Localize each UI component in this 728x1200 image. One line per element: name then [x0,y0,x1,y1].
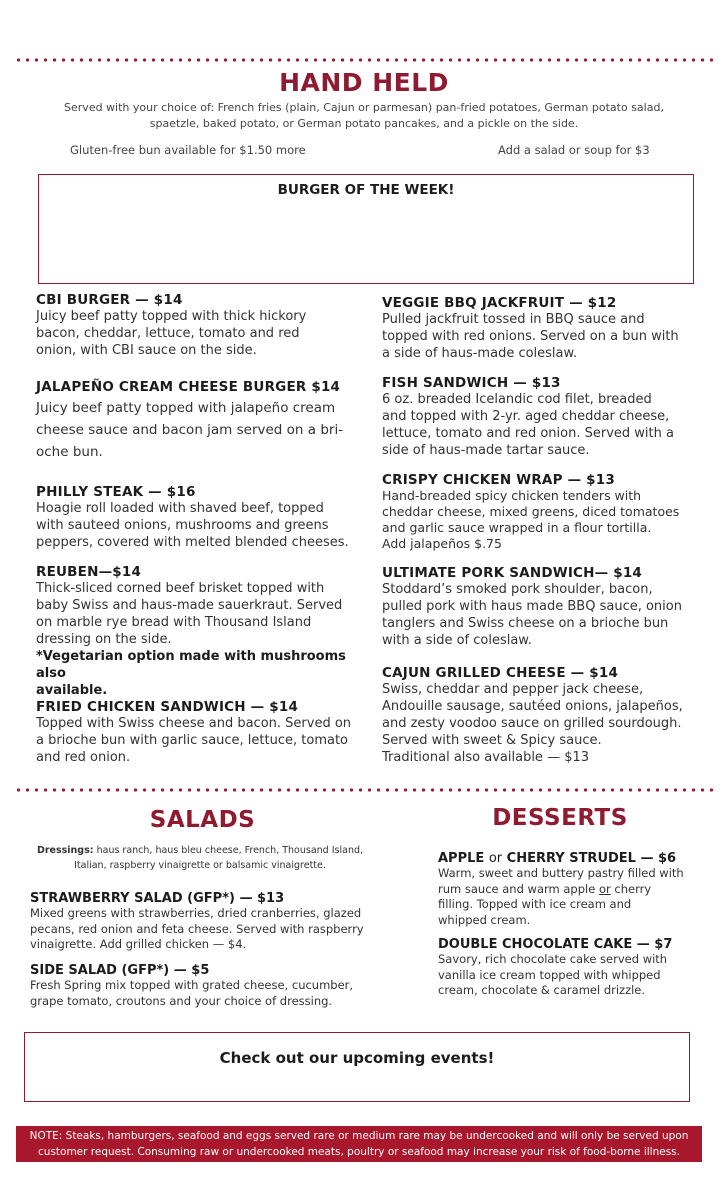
desc-line: pulled pork with haus made BBQ sauce, onion [382,599,682,614]
item-title: DOUBLE CHOCOLATE CAKE — $7 [438,937,673,952]
desc-line: Fresh Spring mix topped with grated cheese, cucumber, [30,978,354,992]
desc-line: Add jalapeños $.75 [382,536,502,551]
desc-line: Andouille sausage, sautéed onions, jalapeños, [382,699,683,714]
dressings-list [10,843,390,873]
item-title: CAJUN GRILLED CHEESE — $14 [382,665,619,681]
desc-line: Pulled jackfruit tossed in BBQ sauce and [382,312,645,327]
desc-line: topped with red onions. Served on a bun with [382,329,679,344]
sides-description [10,100,718,132]
desc-line: a brioche bun with garlic sauce, lettuce, tomato [36,733,348,748]
desc-line: Served with sweet & Spicy sauce. [382,733,602,748]
upcoming-events-box [24,1032,690,1102]
desc-line: vinaigrette. Add grilled chicken — $4. [30,937,247,951]
item-title: SIDE SALAD (GFP*) — $5 [30,963,210,978]
desc-line: grape tomato, croutons and your choice of dressing. [30,993,333,1008]
item-title: STRAWBERRY SALAD (GFP*) — $13 [30,891,285,906]
menu-item-crispy-chicken-wrap [382,472,718,552]
desc-line: and red onion. [36,750,131,765]
desc-line: on marble rye bread with Thousand Island [36,615,312,630]
middle-dotted-divider [14,788,714,792]
item-title: REUBEN—$14 [36,564,142,580]
item-title: CBI BURGER — $14 [36,292,183,308]
food-safety-note [16,1126,702,1162]
item-title: FRIED CHICKEN SANDWICH — $14 [36,699,299,715]
item-title: CRISPY CHICKEN WRAP — $13 [382,472,615,488]
desc-line: Thick-sliced corned beef brisket topped with [36,581,325,596]
desc-line: whipped cream. [438,912,531,927]
item-description [36,397,376,463]
item-title [438,851,718,866]
menu-item-jalapeno-burger [36,379,376,463]
desc-line: 6 oz. breaded Icelandic cod filet, breaded [382,392,652,407]
desc-line: oche bun. [36,444,103,460]
title-or: or [488,851,503,866]
menu-item-ultimate-pork-sandwich [382,565,718,649]
desc-line: vanilla ice cream topped with whipped [438,967,661,982]
desc-line: lettuce, tomato and red onion. Served with a [382,426,674,441]
desc-line: dressing on the side. [36,632,172,647]
desserts-title: DESSERTS [492,805,628,831]
desc-line: cream, chocolate & caramel drizzle. [438,983,646,997]
desc-line: Juicy beef patty topped with thick hickory [36,309,307,324]
desc-line: and zesty voodoo sauce on grilled sourdough. [382,716,682,731]
note-line-2: customer request. Consuming raw or undercooked meats, poultry or seafood may increase your risk of food-borne illness. [38,1146,680,1158]
vegetarian-note [36,648,376,699]
salad-item-side [30,963,400,1009]
desc-part: cherry [610,881,652,896]
item-description [382,311,718,362]
desc-line: with a side of coleslaw. [382,633,532,648]
desc-line: Savory, rich chocolate cake served with [438,952,668,966]
note-line: *Vegetarian option made with mushrooms also [36,649,346,681]
desc-line: side of haus-made tartar sauce. [382,443,590,458]
dessert-item-strudel [438,851,718,928]
desc-line: Hand-breaded spicy chicken tenders with [382,488,642,503]
desc-line: tanglers and Swiss cheese on a brioche bun [382,616,669,631]
desc-line: baby Swiss and haus-made sauerkraut. Served [36,598,343,613]
hand-held-title: HAND HELD [279,68,449,97]
note-line-1: NOTE: Steaks, hamburgers, seafood and eggs served rare or medium rare may be undercooked and will only be served upon [29,1130,689,1142]
salads-title: SALADS [149,807,256,833]
top-dotted-divider [14,58,714,62]
desc-line: with sauteed onions, mushrooms and greens [36,518,329,533]
menu-item-cbi-burger [36,292,376,359]
desc-line: Hoagie roll loaded with shaved beef, topped [36,501,324,516]
desc-part: rum sauce and warm apple [438,881,599,896]
desc-line: bacon, cheddar, lettuce, tomato and red [36,326,300,341]
upcoming-events-text: Check out our upcoming events! [219,1049,495,1067]
menu-item-fish-sandwich [382,375,718,459]
sides-line-1: Served with your choice of: French fries (plain, Cajun or parmesan) pan-fried potatoes, German potato salad, [64,101,664,114]
desc-line: Juicy beef patty topped with jalapeño cream [36,400,336,416]
menu-item-veggie-bbq-jackfruit [382,295,718,362]
desc-line: filling. Topped with ice cream and [438,897,632,911]
item-description [382,488,718,552]
item-description [36,580,376,648]
item-description [382,581,718,649]
note-line: available. [36,683,108,698]
burger-of-the-week-title: BURGER OF THE WEEK! [277,182,455,198]
item-description [382,391,718,459]
menu-item-cajun-grilled-cheese [382,665,718,766]
desc-line: Mixed greens with strawberries, dried cranberries, glazed [30,906,362,920]
item-description [382,681,718,766]
desc-line: cheddar cheese, mixed greens, diced tomatoes [382,504,680,519]
item-title: PHILLY STEAK — $16 [36,484,196,500]
gluten-free-bun-note: Gluten-free bun available for $1.50 more [70,143,306,157]
title-part: APPLE [438,851,489,866]
dressings-line-2: Italian, raspberry vinaigrette or balsamic vinaigrette. [74,860,326,871]
desc-line: and topped with 2-yr. aged cheddar cheese, [382,409,670,424]
item-description [36,308,376,359]
desc-line: Topped with Swiss cheese and bacon. Served on [36,716,352,731]
desc-line: Warm, sweet and buttery pastry filled with [438,866,684,880]
desc-line: Stoddard’s smoked pork shoulder, bacon, [382,582,653,597]
dressings-label: Dressings: [36,845,94,856]
desc-line [438,882,718,898]
burger-of-the-week-box [38,174,694,284]
salad-soup-addon: Add a salad or soup for $3 [498,143,650,157]
desc-line: peppers, covered with melted blended cheeses. [36,535,349,550]
desc-line: a side of haus-made coleslaw. [382,346,578,361]
menu-item-reuben [36,564,376,699]
desc-line: onion, with CBI sauce on the side. [36,343,257,358]
item-title: JALAPEÑO CREAM CHEESE BURGER $14 [36,379,341,395]
desc-line: and garlic sauce wrapped in a flour tortilla. [382,520,652,535]
salad-item-strawberry [30,891,400,953]
desc-line: Swiss, cheddar and pepper jack cheese, [382,682,644,697]
desc-line: pecans, red onion and feta cheese. Served with raspberry [30,921,364,936]
sides-line-2: spaetzle, baked potato, or German potato pancakes, and a pickle on the side. [149,117,579,130]
item-title: FISH SANDWICH — $13 [382,375,561,391]
item-description [36,715,376,766]
title-part: CHERRY STRUDEL — $6 [502,851,677,866]
item-description [30,978,400,1009]
desc-or: or [598,881,611,896]
item-description [438,952,718,999]
item-description [438,866,718,928]
menu-item-philly-steak [36,484,376,551]
item-description [36,500,376,551]
menu-item-fried-chicken-sandwich [36,699,376,766]
dressings-line-1: haus ranch, haus bleu cheese, French, Thousand Island, [93,845,364,856]
dessert-item-chocolate-cake [438,937,718,999]
desc-line: Traditional also available — $13 [382,750,590,765]
item-title: ULTIMATE PORK SANDWICH— $14 [382,565,643,581]
desc-line: cheese sauce and bacon jam served on a bri- [36,422,344,438]
item-description [30,906,400,953]
item-title: VEGGIE BBQ JACKFRUIT — $12 [382,295,617,311]
